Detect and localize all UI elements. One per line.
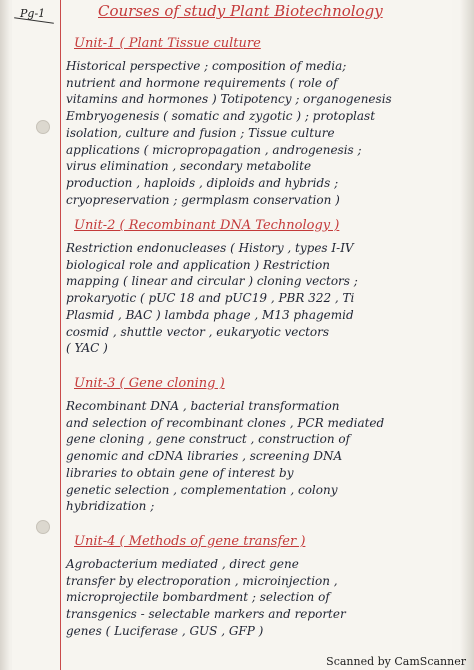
unit-3-line: Recombinant DNA , bacterial transformation: [66, 399, 340, 413]
unit-3-line: hybridization ;: [66, 499, 155, 514]
unit-2-line: prokaryotic ( pUC 18 and pUC19 , PBR 322 , Ti: [66, 291, 355, 306]
unit-4-line: transfer by electroporation , microinjection ,: [66, 573, 338, 588]
punch-hole: [36, 520, 50, 534]
unit-1-line: Historical perspective ; composition of media;: [66, 59, 347, 73]
unit-2-heading: Unit-2 ( Recombinant DNA Technology ): [74, 218, 340, 233]
unit-4-line: genes ( Luciferase , GUS , GFP ): [66, 623, 264, 638]
unit-2-line: Plasmid , BAC ) lambda phage , M13 phagemid: [66, 307, 354, 322]
unit-1-line: nutrient and hormone requirements ( role of: [66, 75, 338, 90]
unit-4-line: microprojectile bombardment ; selection of: [66, 590, 330, 605]
unit-3-content: [66, 398, 450, 515]
unit-1-line: applications ( micropropagation , androgenesis ;: [66, 142, 362, 157]
unit-2-line: biological role and application ) Restriction: [66, 257, 330, 272]
punch-hole: [36, 120, 50, 134]
unit-2-line: ( YAC ): [66, 341, 108, 356]
unit-3-line: genomic and cDNA libraries , screening DNA: [66, 449, 343, 464]
unit-4-heading: Unit-4 ( Methods of gene transfer ): [74, 534, 306, 549]
unit-4-line: Agrobacterium mediated , direct gene: [66, 557, 299, 571]
unit-1-line: Embryogenesis ( somatic and zygotic ) ; protoplast: [66, 109, 376, 124]
unit-3-line: and selection of recombinant clones , PCR mediated: [66, 415, 385, 430]
unit-2-line: mapping ( linear and circular ) cloning vectors ;: [66, 274, 358, 289]
scanner-watermark: Scanned by CamScanner: [326, 655, 466, 668]
unit-1-heading: Unit-1 ( Plant Tissue culture: [74, 36, 261, 51]
unit-3-heading: Unit-3 ( Gene cloning ): [74, 376, 225, 391]
unit-2-content: [66, 240, 450, 357]
unit-1-line: cryopreservation ; germplasm conservation ): [66, 192, 340, 207]
unit-3-line: genetic selection , complementation , colony: [66, 482, 338, 497]
unit-1-line: virus elimination , secondary metabolite: [66, 159, 312, 174]
unit-1-line: isolation, culture and fusion ; Tissue culture: [66, 125, 335, 140]
page-title: Courses of study Plant Biotechnology: [98, 2, 383, 20]
unit-1-content: [66, 58, 450, 208]
unit-2-line: cosmid , shuttle vector , eukaryotic vectors: [66, 324, 330, 339]
unit-4-line: transgenics - selectable markers and reporter: [66, 607, 346, 622]
unit-1-line: production , haploids , diploids and hybrids ;: [66, 175, 339, 190]
unit-3-line: libraries to obtain gene of interest by: [66, 465, 294, 480]
unit-1-line: vitamins and hormones ) Totipotency ; organogenesis: [66, 92, 392, 107]
unit-2-line: Restriction endonucleases ( History , types I-IV: [66, 241, 354, 255]
margin-line: [60, 0, 61, 670]
unit-4-content: [66, 556, 450, 640]
unit-3-line: gene cloning , gene construct , construction of: [66, 432, 351, 447]
page-number: Pg-1: [20, 7, 46, 20]
